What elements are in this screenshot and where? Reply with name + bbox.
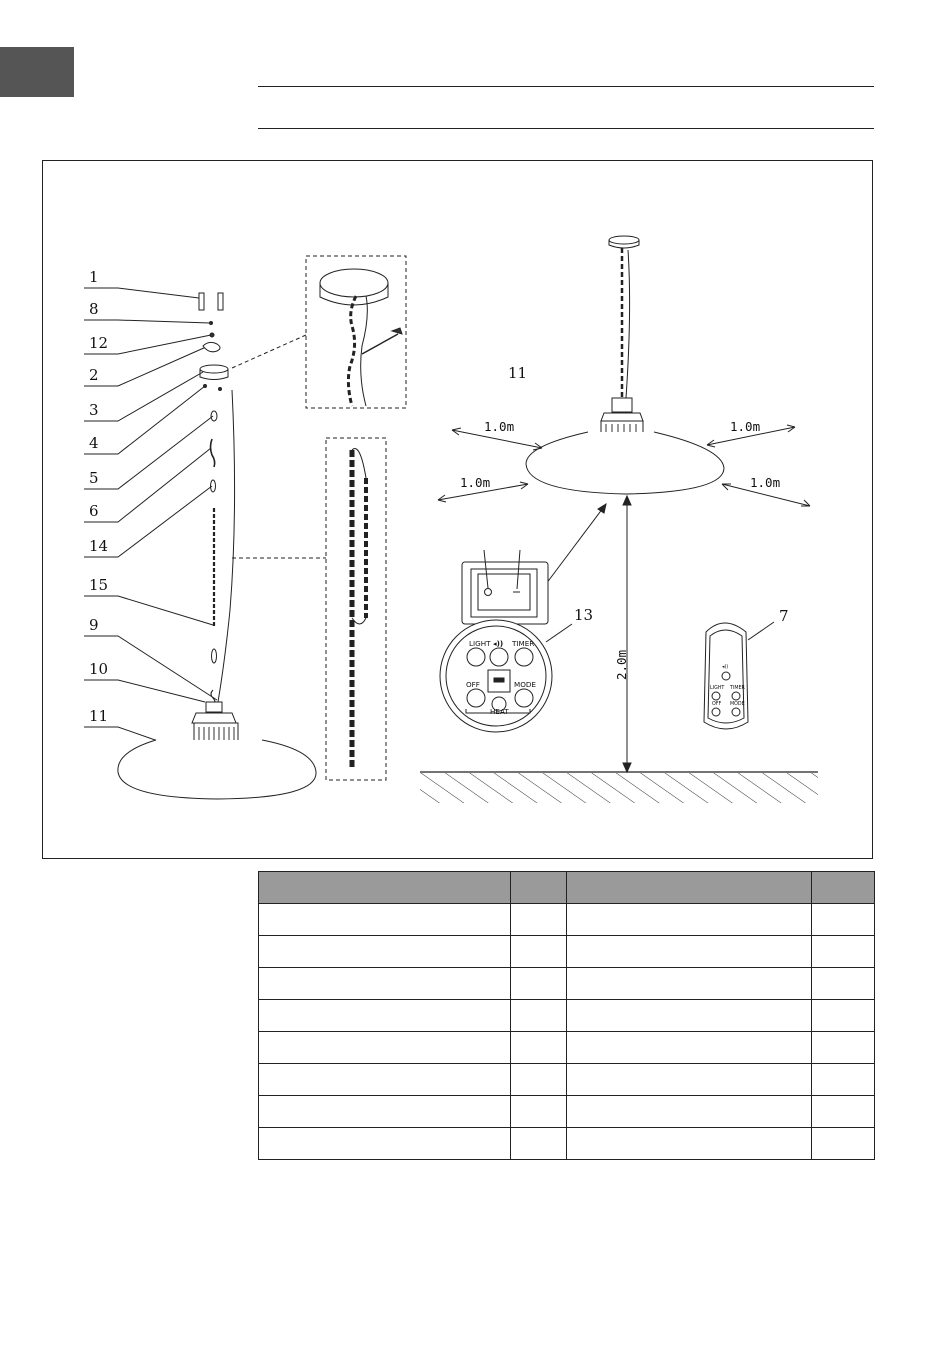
callout-leader-10 — [84, 680, 205, 702]
table-cell — [567, 1000, 812, 1032]
callout-4: 4 — [89, 434, 99, 452]
panel-heat-label: HEAT — [490, 707, 509, 716]
parts-table-header — [259, 872, 875, 904]
callout-15: 15 — [89, 576, 109, 594]
table-cell — [567, 1032, 812, 1064]
heater-shade — [118, 740, 316, 799]
callout-12: 12 — [89, 334, 109, 352]
table-cell — [511, 936, 567, 968]
callout-leader-15 — [84, 596, 213, 625]
callout-remote: 7 — [779, 607, 789, 625]
clearance-right-lower: 1.0m — [750, 475, 781, 490]
callout-11: 11 — [89, 707, 109, 725]
washer-part — [210, 322, 213, 325]
table-cell — [259, 1032, 511, 1064]
svg-text:◂)): ◂)) — [722, 665, 729, 670]
table-row — [259, 1032, 875, 1064]
callout-heater-installed: 11 — [508, 364, 528, 382]
height-label: 2.0m — [614, 649, 629, 680]
callout-leader-2 — [84, 347, 206, 386]
table-cell — [567, 1064, 812, 1096]
heater-housing — [192, 702, 238, 745]
callout-5: 5 — [89, 469, 99, 487]
table-cell — [812, 1000, 875, 1032]
table-cell — [511, 1096, 567, 1128]
table-row — [259, 968, 875, 1000]
table-cell — [259, 968, 511, 1000]
table-cell — [259, 1128, 511, 1160]
table-cell — [567, 904, 812, 936]
callout-1: 1 — [89, 268, 99, 286]
detail-chain — [326, 438, 386, 780]
callout-leader-11 — [84, 727, 158, 741]
callout-3: 3 — [89, 401, 99, 419]
table-cell — [511, 1032, 567, 1064]
parts-table — [258, 871, 875, 1160]
table-cell — [259, 1096, 511, 1128]
callout-2: 2 — [89, 366, 99, 384]
callout-leader-8 — [84, 320, 210, 323]
table-cell — [567, 968, 812, 1000]
callout-10: 10 — [89, 660, 109, 678]
heater-shade-installed — [526, 432, 724, 494]
ceiling-plate-part — [200, 365, 228, 380]
clearance-right-upper: 1.0m — [730, 419, 761, 434]
table-cell — [567, 1128, 812, 1160]
table-cell — [812, 1096, 875, 1128]
table-row — [259, 1096, 875, 1128]
clearance-left-upper: 1.0m — [484, 419, 515, 434]
callout-control-panel: 13 — [574, 606, 594, 624]
panel-mode-label: MODE — [514, 680, 536, 689]
exploded-view — [84, 256, 406, 799]
panel-light-label: LIGHT — [469, 639, 491, 648]
table-cell — [812, 968, 875, 1000]
panel-off-label: OFF — [466, 680, 480, 689]
remote-control — [704, 622, 774, 729]
detail-ceiling-mount — [306, 256, 406, 408]
callout-leader-5 — [84, 416, 213, 489]
table-cell — [511, 968, 567, 1000]
remote-mode-label: MODE — [730, 702, 745, 707]
table-cell — [812, 1128, 875, 1160]
table-cell — [567, 1096, 812, 1128]
table-row — [259, 1128, 875, 1160]
table-cell — [812, 1064, 875, 1096]
table-cell — [812, 936, 875, 968]
callout-9: 9 — [89, 616, 99, 634]
callout-8: 8 — [89, 300, 99, 318]
callout-14: 14 — [89, 537, 109, 555]
callout-leader-4 — [84, 386, 205, 454]
callout-leader-3 — [84, 372, 203, 421]
table-cell — [259, 1000, 511, 1032]
hook-part — [203, 342, 220, 351]
table-cell — [511, 1000, 567, 1032]
power-switch-box — [462, 550, 548, 624]
table-row — [259, 936, 875, 968]
table-row — [259, 1064, 875, 1096]
table-cell — [567, 936, 812, 968]
callout-leader-1 — [84, 288, 199, 298]
remote-timer-label: TIMER — [730, 686, 745, 691]
table-row — [259, 904, 875, 936]
table-cell — [259, 904, 511, 936]
callout-leader-6 — [84, 448, 211, 522]
table-cell — [259, 1064, 511, 1096]
callout-6: 6 — [89, 502, 99, 520]
screws-part — [199, 293, 223, 310]
table-cell — [812, 904, 875, 936]
installation-view — [420, 236, 818, 803]
nut-part — [210, 333, 214, 337]
panel-timer-label: TIMER — [512, 639, 535, 648]
remote-light-label: LIGHT — [710, 686, 725, 691]
clearance-left-lower: 1.0m — [460, 475, 491, 490]
table-cell — [812, 1032, 875, 1064]
table-cell — [259, 936, 511, 968]
table-cell — [511, 1064, 567, 1096]
table-cell — [511, 904, 567, 936]
table-row — [259, 1000, 875, 1032]
remote-off-label: OFF — [712, 702, 722, 707]
svg-text:◂)): ◂)) — [493, 639, 504, 648]
table-cell — [511, 1128, 567, 1160]
